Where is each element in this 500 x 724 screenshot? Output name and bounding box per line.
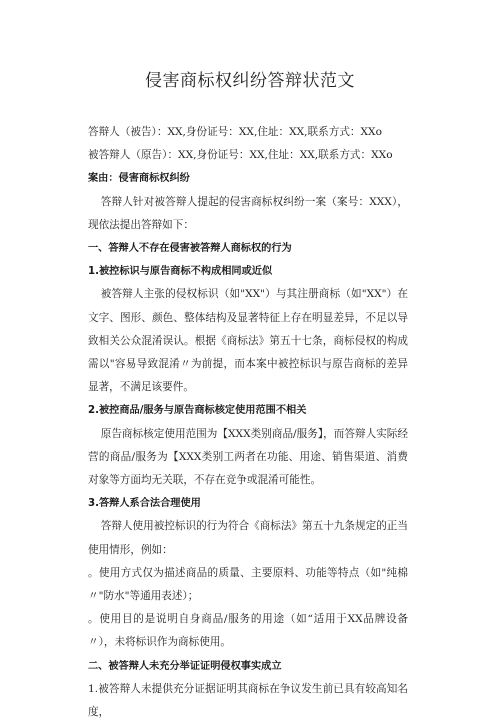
bullet-item-1: 。使用方式仅为描述商品的质量、主要原料、功能等特点（如"纯棉〃"防水"等通用表述）；: [88, 566, 408, 603]
section-2-item-1: 1.被答辩人未提供充分证据证明其商标在争议发生前已具有较高知名度，: [88, 682, 408, 719]
subsection-1-heading: 1.被控标识与原告商标不构成相同或近似: [88, 266, 273, 278]
subsection-2-heading: 2.被控商品/服务与原告商标核定使用范围不相关: [88, 405, 307, 417]
subsection-3-text: 答辩人使用被控标识的行为符合《商标法》第五十九条规定的正当使用情形，例如：: [88, 520, 408, 556]
bullet-item-2: 。使用目的是说明自身商品/服务的用途（如“适用于XX品牌设备〃），未将标识作为商标使用。: [88, 613, 408, 649]
respondent-line: 答辩人（被告）：XX,身份证号：XX,住址：XX,联系方式：XXo: [88, 126, 382, 138]
subsection-2-text: 原告商标核定使用范围为【XXX类别商品/服务】，而答辩人实际经营的商品/服务为【XXX类别工两者在功能、用途、销售渠道、消费对象等方面均无关联，不存在竞争或混淆可能性。: [88, 427, 408, 487]
intro-paragraph: 答辩人针对被答辩人提起的侵害商标权纠纷一案（案号：XXX），现依法提出答辩如下：: [88, 195, 408, 231]
plaintiff-line: 被答辩人（原告）：XX,身份证号：XX,住址：XX,联系方式：XXo: [88, 149, 393, 162]
subsection-1-text: 被答辩人主张的侵权标识（如"XX"）与其注册商标（如"XX"）在文字、图形、颜色、整体结构及显著特征上存在明显差异，不足以导致相关公众混淆误认。根据《商标法》第五十七条，商标侵权的构成需以"容易导致混淆〃为前提，而本案中被控标识与原告商标的差异显著，不满足该要件。: [88, 288, 408, 394]
document-title: 侵害商标权纠纷答辩状范文: [145, 71, 355, 91]
section-1-heading: 一、答辩人不存在侵害被答辩人商标权的行为: [88, 243, 292, 255]
case-cause: 案由：侵害商标权纠纷: [88, 173, 190, 185]
subsection-3-heading: 3.答辩人系合法合理使用: [88, 498, 201, 510]
document-body: [88, 121, 408, 724]
section-2-heading: 二、被答辩人未充分举证证明侵权事实成立: [88, 660, 282, 672]
